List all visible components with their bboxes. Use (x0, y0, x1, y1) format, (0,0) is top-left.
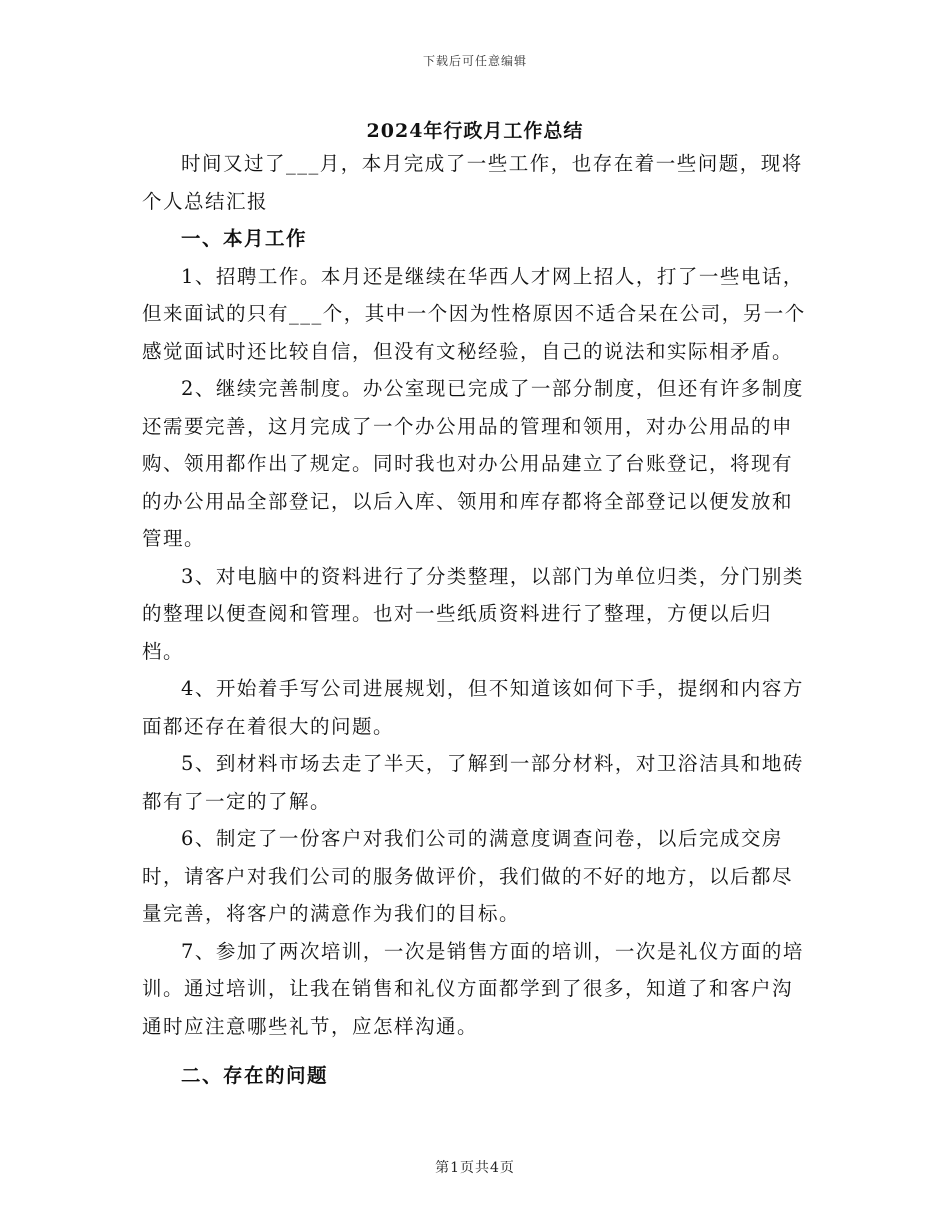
document-body (142, 145, 810, 1095)
work-item-5: 5、到材料市场去走了半天，了解到一部分材料，对卫浴洁具和地砖都有了一定的了解。 (142, 752, 804, 813)
intro-paragraph: 时间又过了___月，本月完成了一些工作，也存在着一些问题，现将个人总结汇报 (142, 152, 803, 213)
work-item-1: 1、招聘工作。本月还是继续在华西人才网上招人，打了一些电话，但来面试的只有___个，其中一个因为性格原因不适合呆在公司，另一个感觉面试时还比较自信，但没有文秘经验，自己的说法和实际相矛盾。 (142, 264, 806, 363)
work-item-7: 7、参加了两次培训，一次是销售方面的培训，一次是礼仪方面的培训。通过培训，让我在销售和礼仪方面都学到了很多，知道了和客户沟通时应注意哪些礼节，应怎样沟通。 (142, 939, 804, 1038)
work-item-4: 4、开始着手写公司进展规划，但不知道该如何下手，提纲和内容方面都还存在着很大的问题。 (142, 677, 804, 738)
header-note: 下载后可任意编辑 (422, 54, 527, 68)
section-heading-problems: 二、存在的问题 (181, 1064, 329, 1087)
work-item-6: 6、制定了一份客户对我们公司的满意度调查问卷，以后完成交房时，请客户对我们公司的服务做评价，我们做的不好的地方，以后都尽量完善，将客户的满意作为我们的目标。 (142, 827, 794, 925)
document-title: 2024年行政月工作总结 (366, 120, 584, 142)
work-item-3: 3、对电脑中的资料进行了分类整理，以部门为单位归类，分门别类的整理以便查阅和管理。也对一些纸质资料进行了整理，方便以后归档。 (142, 564, 804, 663)
section-heading-work: 一、本月工作 (181, 227, 308, 250)
page-footer: 第1页共4页 (435, 1160, 515, 1176)
work-item-2: 2、继续完善制度。办公室现已完成了一部分制度，但还有许多制度还需要完善，这月完成了一个办公用品的管理和领用，对办公用品的申购、领用都作出了规定。同时我也对办公用品建立了台账登记，将现有的办公用品全部登记，以后入库、领用和库存都将全部登记以便发放和管理。 (142, 377, 804, 550)
